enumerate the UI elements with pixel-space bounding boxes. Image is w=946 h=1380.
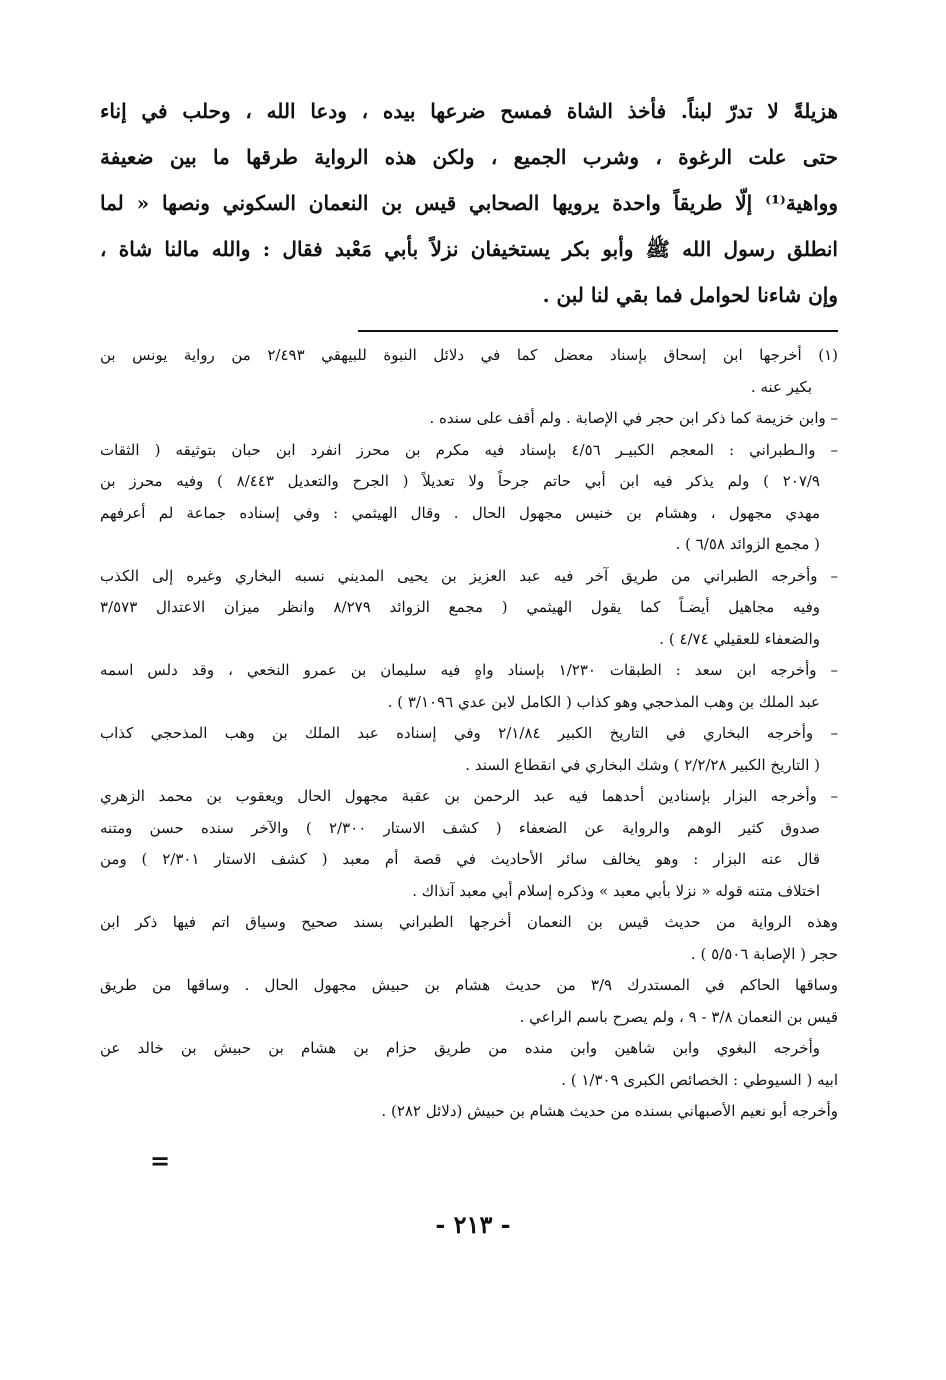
main-text-line: انطلق رسول الله ﷺ وأبو بكر يستخيفان نزلاً بأبي مَعْبد فقال : والله مالنا شاة ، xyxy=(100,237,838,261)
footnote-line: (١) أخرجها ابن إسحاق بإسناد معضل كما في دلائل النبوة للبيهقي ٢/٤٩٣ من رواية يونس بن xyxy=(100,346,838,364)
footnote-line: وأخرجه أبو نعيم الأصبهاني بسنده من حديث هشام بن حبيش (دلائل ٢٨٢) . xyxy=(381,1102,838,1120)
footnote-line: – وأخرجه ابن سعد : الطبقات ١/٢٣٠ بإسناد واهٍ فيه سليمان بن عمرو النخعي ، وقد دلس اسمه xyxy=(100,661,838,679)
continuation-mark: = xyxy=(150,1146,171,1175)
footnote-line: – والـطبراني : المعجم الكبيـر ٤/٥٦ بإسناد فيه مكرم بن محرز انفرد ابن حبان بتوثيقه ( الثقات xyxy=(100,440,838,459)
footnote-line: – وأخرجه البخاري في التاريخ الكبير ٢/١/٨٤ وفي إسناده عبد الملك بن وهب المذحجي كذاب xyxy=(100,724,838,742)
footnote-line: ( التاريخ الكبير ٢/٢/٢٨ ) وشك البخاري في انقطاع السند . xyxy=(465,755,820,774)
page-number: - ٢١٣ - xyxy=(435,1210,511,1239)
main-text xyxy=(100,88,838,318)
footnote-line: قيس بن النعمان ٣/٨ - ٩ ، ولم يصرح باسم الراعي . xyxy=(519,1007,838,1026)
footnote-line: قال عنه البزار : وهو يخالف سائر الأحاديث في قصة أم معبد ( كشف الاستار ٢/٣٠١ ) ومن xyxy=(100,850,820,868)
footnote-line: وفيه مجاهيل أيضـاً كما يقول الهيثمي ( مجمع الزوائد ٨/٢٧٩ وانظر ميزان الاعتدال ٣/٥٧٣ xyxy=(100,598,820,616)
footnote-line: بكير عنه . xyxy=(750,377,812,396)
footnote-line: وأخرجه البغوي وابن شاهين وابن منده من طريق حزام بن هشام بن حبيش بن خالد عن xyxy=(100,1039,820,1057)
main-text-line: حتى علت الرغوة ، وشرب الجميع ، ولكن هذه الرواية طرقها ما بين ضعيفة xyxy=(100,145,838,169)
page-body xyxy=(100,88,838,1128)
footnote-line: – وأخرجه الطبراني من طريق آخر فيه عبد العزيز بن يحيى المديني نسبه البخاري وغيره إلى الكذب xyxy=(100,566,838,585)
footnotes xyxy=(100,340,838,1128)
footnote-line: ابيه ( السيوطي : الخصائص الكبرى ١/٣٠٩ ) . xyxy=(561,1070,838,1089)
footnote-separator xyxy=(358,330,838,332)
main-text-line: وإن شاءنا لحوامل فما بقي لنا لبن . xyxy=(542,283,838,307)
main-text-line: هزيلةً لا تدرّ لبناً. فأخذ الشاة فمسح ضرعها بيده ، ودعا الله ، وحلب في إناء xyxy=(100,99,838,123)
footnote-line: ( مجمع الزوائد ٦/٥٨ ) . xyxy=(675,535,820,553)
footnote-line: ٢٠٧/٩ ) ولم يذكر فيه ابن أبي حاتم جرحاً ولا تعديلاً ( الجرح والتعديل ٨/٤٤٣ ) وفيه محرز بن xyxy=(100,472,820,490)
footnote-line: – وابن خزيمة كما ذكر ابن حجر في الإصابة . ولم أقف على سنده . xyxy=(429,409,838,427)
footnote-line: وساقها الحاكم في المستدرك ٣/٩ من حديث هشام بن حبيش مجهول الحال . وساقها من طريق xyxy=(100,976,838,994)
footnote-line: وهذه الرواية من حديث قيس بن النعمان أخرجها الطبراني بسند صحيح وسياق اتم فيها ذكر ابن xyxy=(100,913,838,931)
main-text-line: وواهية⁽¹⁾ إلّا طريقاً واحدة يرويها الصحابي قيس بن النعمان السكوني ونصها « لما xyxy=(100,191,838,215)
footnote-line: صدوق كثير الوهم والرواية عن الضعفاء ( كشف الاستار ٢/٣٠٠ ) والآخر سنده حسن ومتنه xyxy=(100,818,820,837)
footnote-line: اختلاف متنه قوله « نزلا بأبي معبد » وذكره إسلام أبي معبد آنذاك . xyxy=(412,881,820,900)
footnote-line: عبد الملك بن وهب المذحجي وهو كذاب ( الكامل لابن عدي ٣/١٠٩٦ ) . xyxy=(387,692,820,711)
footnote-line: والضعفاء للعقيلي ٤/٧٤ ) . xyxy=(659,629,820,648)
footnote-line: – وأخرجه البزار بإسنادين أحدهما فيه عبد الرحمن بن عقبة مجهول الحال ويعقوب بن محمد الزهري xyxy=(100,787,838,805)
footnote-line: حجر ( الإصابة ٥/٥٠٦ ) . xyxy=(690,944,838,963)
footnote-line: مهدي مجهول ، وهشام بن خنيس مجهول الحال . وقال الهيثمي : وفي إسناده جماعة لم أعرفهم xyxy=(100,503,820,522)
